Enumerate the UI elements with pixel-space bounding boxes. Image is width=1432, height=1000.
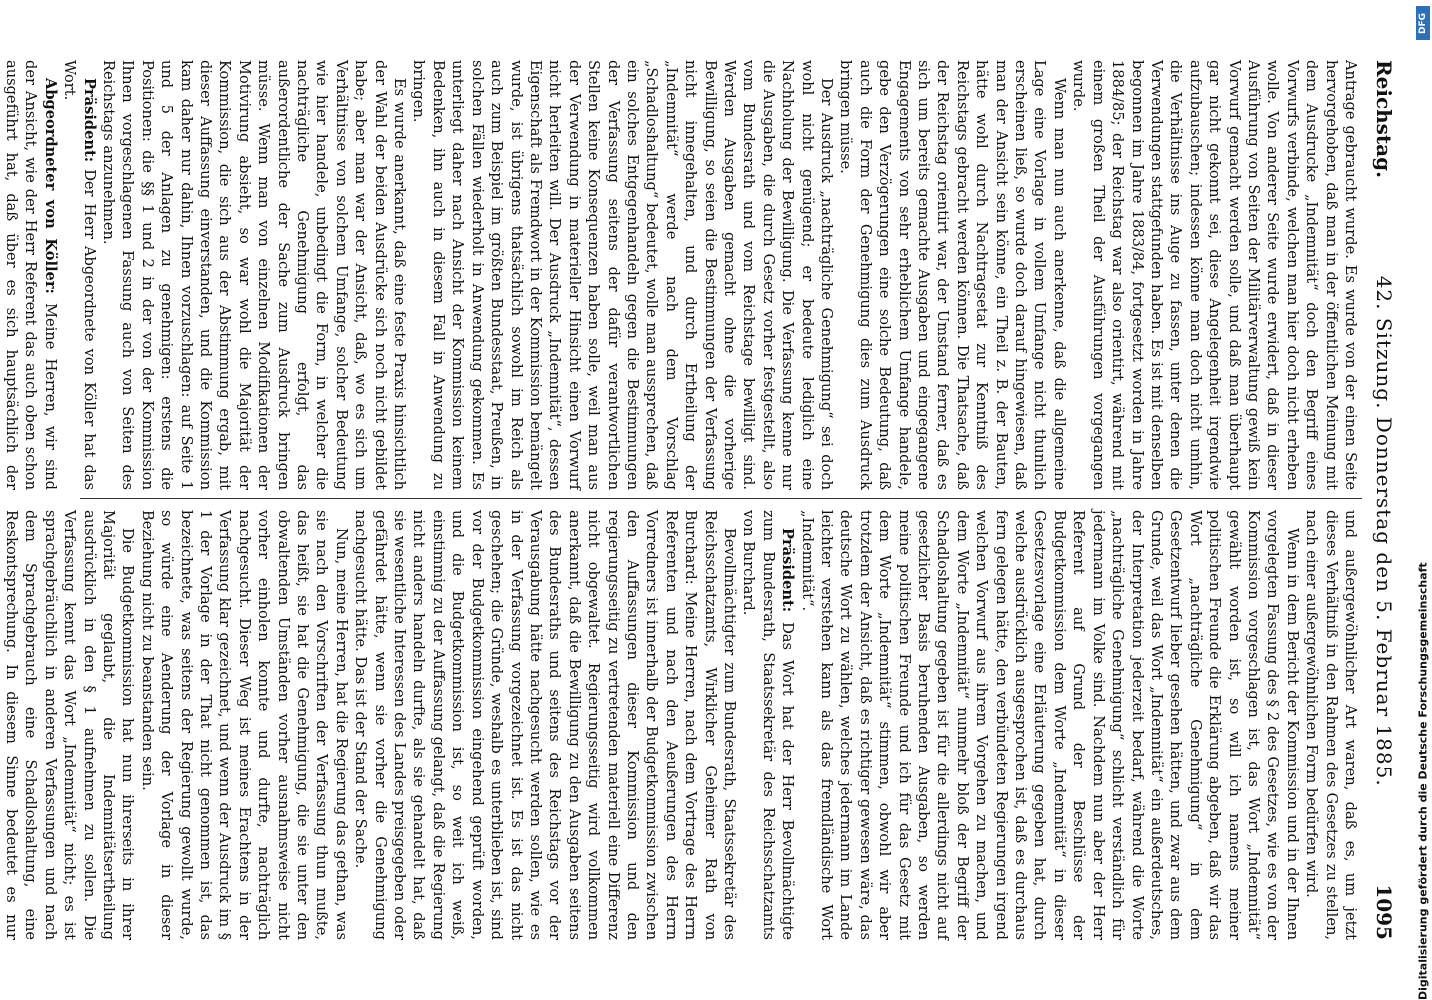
digitization-credit — [1414, 0, 1432, 1000]
paragraph-text: Die Budgetkommission hat nun ihrerseits in ihrer Majorität geglaubt, die Indemnitätsertheilung ausdrücklich in den § 1 aufnehmen zu sollen. Die Verfassung kennt das Wort „Indemnität“ nicht; es ist sprachgebräuchlich in anderen Verfassungen und nach dem Sprachgebrauch eine Schadloshaltung, eine Reskontsprechung. In diesem Sinne bedeutet es nur — [2, 510, 137, 940]
paragraph-text: Nun, meine Herren, hat die Regierung das gethan, was sie nach den Vorschriften der Verfassung thun mußte, das heißt, sie hat die Genehmigung, die sie unter den obwaltenden Umständen vorher ausnahmsweise nicht vorher einholen konnte und durfte, nachträglich nachgesucht. Dieser Weg ist meines Erachtens in der Verfassung klar gezeichnet, und wenn der Ausdruck im § 1 der Vorlage in der That nicht genommen ist, das bezeichnete, was seitens der Regierung gewollt wurde, so würde eine Aenderung der Vorlage in dieser Beziehung nicht zu beanstanden sein. — [138, 510, 350, 940]
paragraph — [60, 60, 99, 490]
paragraph — [0, 510, 137, 940]
column-rule — [80, 498, 1362, 499]
paragraph — [351, 510, 739, 940]
paragraph — [797, 510, 1302, 940]
paragraph — [836, 60, 1069, 490]
rotated-page — [0, 20, 1432, 980]
paragraph — [1302, 510, 1360, 940]
paragraph-text: Es wurde anerkannt, daß eine feste Praxis hinsichtlich der Wahl der beiden Ausdrücke sich noch nicht gebildet habe; aber man war der Ansicht, daß, wo es sich um Verhältnisse von solchem Umfange, solcher Bedeutung wie hier handele, unbedingt die Form, in welcher die nachträgliche Genehmigung erfolgt, das außerordentliche der Sache zum Ausdruck bringen müsse. Wenn man von einzelnen Modifikationen der Motivirung absieht, so war wohl die Majorität der Kommission, die sich aus der Abstimmung ergab, mit dieser Auffassung einverstanden, und die Kommission kam daher nur dahin, Ihnen vorzuschlagen: auf Seite 1 und 5 der Anlagen zu genehmigen: erstens die Positionen: die §§ 1 und 2 in der von der Kommission Ihnen vorgeschlagenen Fassung auch von Seiten des Reichstags anzunehmen. — [100, 60, 409, 490]
page-number: 1095 — [1372, 884, 1396, 940]
paragraph-text: Das Wort hat der Herr Bevollmächtigte zum Bundesrath, Staatssekretär des Reichsschatzamts von Burchard. — [740, 510, 797, 941]
paragraph-text: Wenn man nun auch anerkenne, daß die allgemeine Lage eine Vorlage in vollem Umfange nicht thunlich erscheinen ließ, so wurde doch darauf hingewiesen, daß man der Ansicht sein könne, ein Theil z. B. der Bauten, hätte wohl durch Nachtragsetat zur Kenntniß des Reichstags gebracht werden können. Die Thatsache, daß der Reichstag orientirt war, der Umstand ferner, daß es sich um bereits gemachte Ausgaben und eingegangene Engagements von sehr erheblichem Umfange handele, gebe den Verzögerungen eine solche Bedeutung, daß auch die Form der Genehmigung dies zum Ausdruck bringen müsse. — [837, 60, 1068, 490]
dfg-logo — [1416, 6, 1430, 40]
header-left: Reichstag. — [1372, 60, 1396, 179]
credit-text: Digitalisierung gefördert durch die Deutsche Forschungsgemeinschaft — [1416, 562, 1430, 1000]
header-title: 42. Sitzung. Donnerstag den 5. Februar 1885. — [1372, 275, 1396, 787]
speaker-label: Präsident: — [779, 528, 797, 613]
paragraph-text: Antrage gebraucht wurde. Es wurde von der einen Seite hervorgehoben, daß man in der öffentlichen Meinung mit dem Ausdrucke „Indemnität“ doch den Begriff eines Vorwurfs verbinde, welchen man hier doch nicht erheben wolle. Von anderer Seite wurde erwidert, daß in dieser Ausführung von Seiten der Militärverwaltung gewiß kein Vorwurf gemacht werden solle, und daß man überhaupt gar nicht gekonnt sei, diese Angelegenheit irgendwie aufzubauschen; indessen könne man doch nicht umhin, die Verhältnisse ins Auge zu fassen, unter denen die Verwendungen stattgefunden haben. Es ist mit denselben begonnen im Jahre 1883/84, fortgesetzt worden in Jahre 1884/85; der Reichstag war also orientirt, während mit einem großen Theil der Ausführungen vorgegangen wurde. — [1070, 60, 1359, 490]
paragraph-text: Bevollmächtigter zum Bundesrath, Staatssekretär des Reichsschatzamts, Wirklicher Geheimer Rath von Burchard: Meine Herren, nach dem Vortrage des Herrn Referenten und nach den Aeußerungen des Herrn Vorredners ist innerhalb der Budgetkommission zwischen den Auffassungen dieser Kommission und den regierungsseitig zu vertretenden materiell eine Differenz nicht obgewaltet. Regierungsseitig wird vollkommen anerkannt, daß die Bewilligung zu den Ausgaben seitens des Bundesraths und seitens des Reichstags vor der Verausgabung hätte nachgesucht werden sollen, wie es in der Verfassung vorgezeichnet ist. Es ist das nicht geschehen; die Gründe, weshalb es unterblieben ist, sind vor der Budgetkommission eingehend geprüft worden, und die Budgetkommission ist, so weit ich weiß, einstimmig zu der Auffassung gelangt, daß die Regierung nicht anders handeln durfte, als sie gehandelt hat, daß sie wesentliche Interessen des Landes preisgegeben oder gefährdet hätte, wenn sie vorher die Genehmigung nachgesucht hätte. Das ist der Stand der Sache. — [352, 510, 738, 940]
paragraph-text: Meine Herren, wir sind der Ansicht, wie der Herr Referent das auch oben schon ausgeführt hat, daß über es sich hauptsächlich der — [2, 60, 59, 490]
paragraph — [99, 60, 410, 490]
paragraph — [137, 510, 350, 940]
paragraph — [0, 60, 60, 490]
paragraph — [409, 60, 836, 490]
speaker-label: Präsident: — [80, 78, 98, 163]
paragraph — [1069, 60, 1360, 490]
left-column — [2, 60, 1360, 491]
newspaper-page — [0, 20, 1432, 980]
page-header — [1372, 60, 1412, 940]
paragraph-text: und außergewöhnlicher Art waren, daß es, um jetzt dieses Verhältniß in den Rahmen des Gesetzes zu stellen, nach einer außergewöhnlichen Form bedürfen wird. — [1303, 510, 1359, 940]
right-column — [2, 510, 1360, 941]
speaker-label: Abgeordneter von Köller: — [41, 78, 59, 294]
paragraph-text: Der Herr Abgeordnete von Köller hat das Wort. — [61, 60, 98, 491]
credit-sidebar — [1414, 0, 1432, 1000]
paragraph-text: Der Ausdruck „nachträgliche Genehmigung“ sei doch wohl nicht genügend; er bedeute lediglich eine Nachholung der Bewilligung. Die Verfassung kenne nur die Ausgaben, die durch Gesetz vorher festgestellt, also vom Bundesrath und vom Reichstage bewilligt sind. Werden Ausgaben gemacht ohne die vorherige Bewilligung, so seien die Bestimmungen der Verfassung nicht innegehalten, und durch Ertheilung der „Indemnität“ werde nach dem Vorschlag „Schadloshaltung“ bedeutet, wolle man aussprechen, daß ein solches Entgegenhandeln gegen die Bestimmungen der Verfassung seitens der dafür verantwortlichen Stellen keine Konsequenzen haben solle, weil man aus der Verwendung in materieller Hinsicht einen Vorwurf nicht herleiten will. Der Ausdruck „Indemnität“, dessen Eigenschaft als Fremdwort in der Kommission bemängelt wurde, ist übrigens thatsächlich sowohl im Reich als auch zum Beispiel im größten Bundesstaat, Preußen, in solchen Fällen wiederholt in Anwendung gekommen. Es unterliegt daher nach Ansicht der Kommission keinem Bedenken, ihn auch in diesem Fall in Anwendung zu bringen. — [410, 60, 836, 490]
dfg-logo-text: DFG — [1418, 12, 1428, 34]
paragraph — [739, 510, 797, 940]
paragraph-text: Wenn in dem Bericht der Kommission und in der Ihnen vorgelegten Fassung des § 2 des Gesetzes, wie es von der Kommission vorgeschlagen ist, das Wort „Indemnität“ gewählt worden ist, so will ich namens meiner politischen Freunde die Erklärung abgeben, daß wir das Wort „nachträgliche Genehmigung“ in dem Gesetzentwurf lieber gesehen hätten, und zwar aus dem Grunde, weil das Wort „Indemnität“ ein außerdeutsches, der Interpretation jederzeit bedarf, während die Worte „nachträgliche Genehmigung“ schlicht verständlich für jedermann im Volke sind. Nachdem nun aber der Herr Referent auf Grund der Beschlüsse der Budgetkommission dem Worte „Indemnität“ in dieser Gesetzesvorlage eine Erläuterung gegeben hat, durch welche ausdrücklich ausgesprochen ist, daß es durchaus fern gelegen hätte, den verbündeten Regierungen irgend welchen Vorwurf aus ihrem Vorgehen zu machen, und dem Worte „Indemnität“ nunmehr bloß der Begriff der Schadloshaltung gegeben ist für die allerdings nicht auf gesetzlicher Basis beruhenden Ausgaben, so werden meine politischen Freunde und ich für das Gesetz mit dem Worte „Indemnität“ stimmen, obwohl wir aber trotzdem der Ansicht, daß es richtiger gewesen wäre, das deutsche Wort zu wählen, welches jedermann im Lande leichter verstehen kann als das fremdländische Wort „Indemnität“. — [798, 510, 1301, 940]
